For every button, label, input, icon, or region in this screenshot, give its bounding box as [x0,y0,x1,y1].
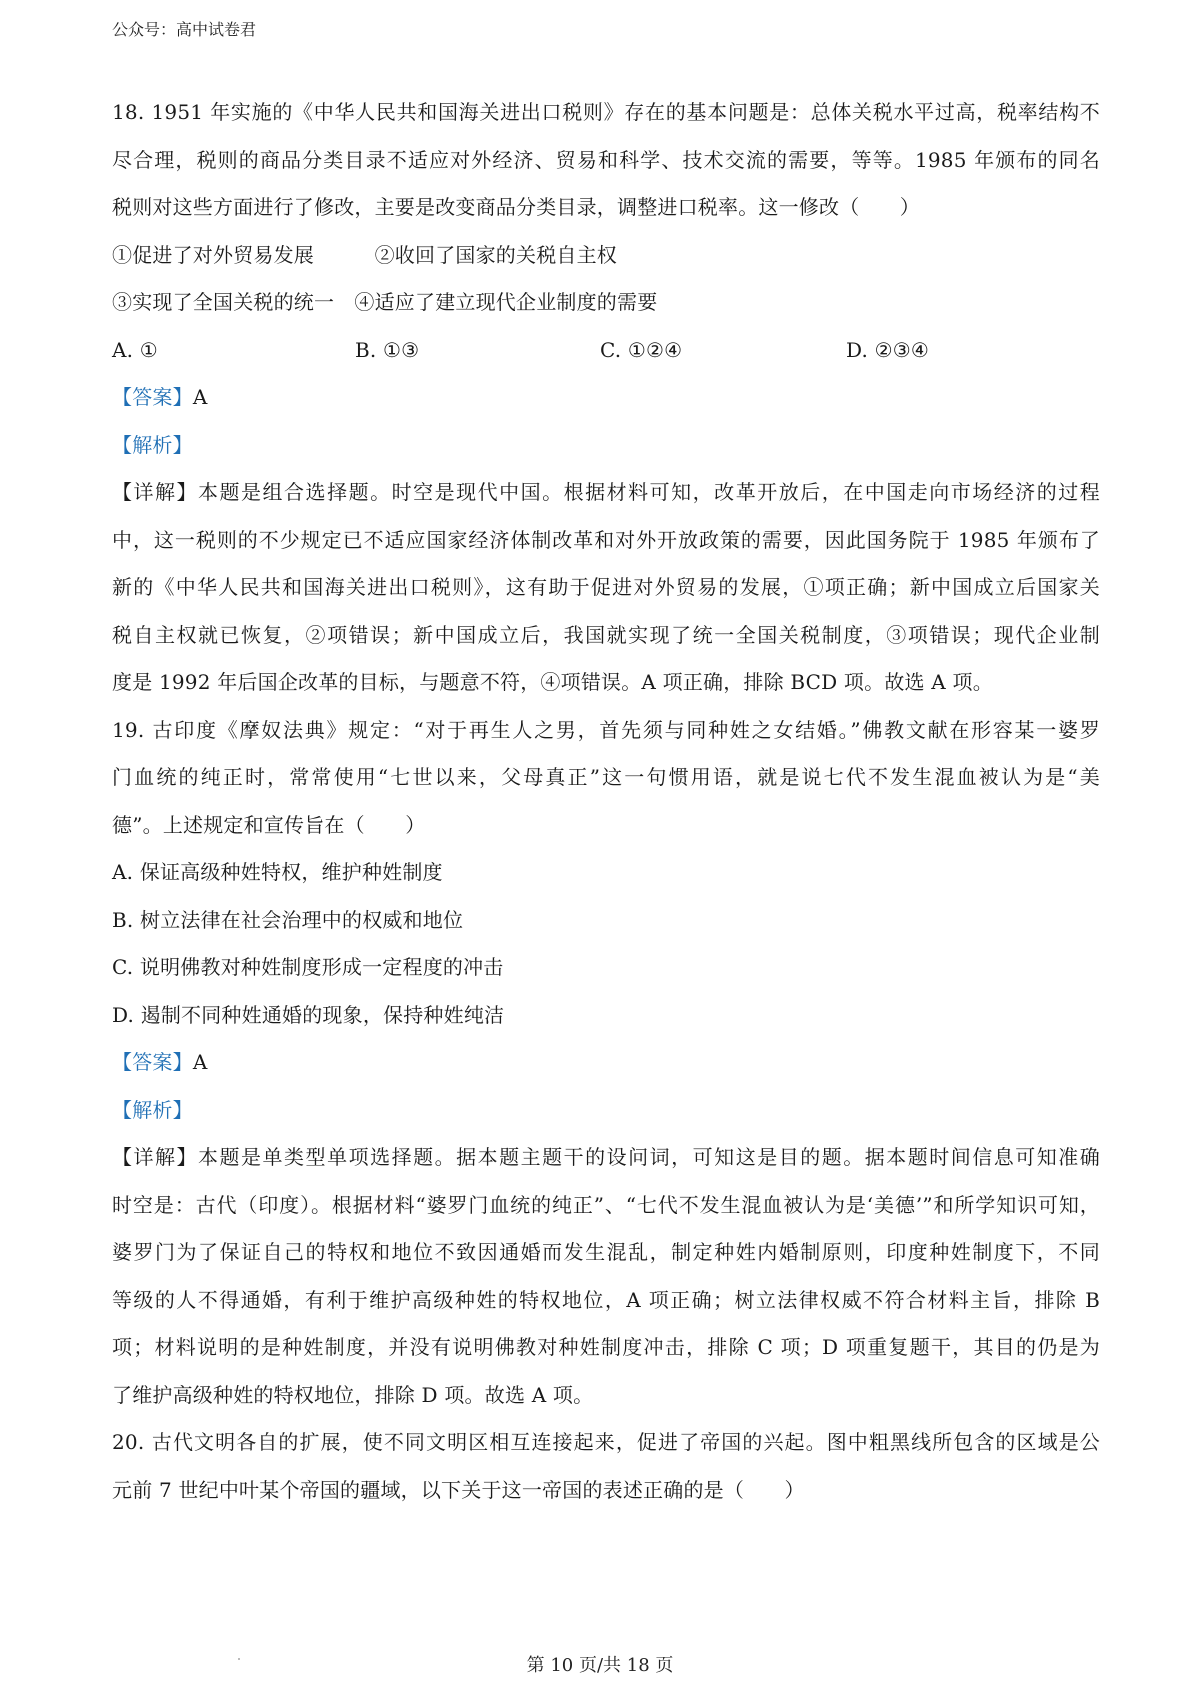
q18-option-c: C. ①②④ [600,337,683,362]
answer-tag: 【答案】 [112,1050,193,1074]
q18-stem-line: 税则对这些方面进行了修改，主要是改变商品分类目录，调整进口税率。这一修改（ ） [112,195,920,219]
q19-detail-line: 了维护高级种姓的特权地位，排除 D 项。故选 A 项。 [112,1382,594,1407]
q19-analysis-tag: 【解析】 [112,1097,193,1122]
q18-option-a: A. ① [112,337,158,362]
q19-option-d: D. 遏制不同种姓通婚的现象，保持种姓纯洁 [112,1002,505,1027]
q18-detail-line: 度是 1992 年后国企改革的目标，与题意不符，④项错误。A 项正确，排除 BCD 项。故选 A 项。 [112,670,993,694]
answer-value: A [192,385,208,409]
q18-stem-line: 18. 1951 年实施的《中华人民共和国海关进出口税则》存在的基本问题是：总体关税水平过高，税率结构不 [112,100,1100,124]
q18-analysis-tag: 【解析】 [112,432,193,457]
q18-answer [112,383,1100,411]
q19-stem-line: 19. 古印度《摩奴法典》规定：“对于再生人之男，首先须与同种姓之女结婚。”佛教文献在形容某一婆罗 [112,717,1100,742]
page-footer: 第 10 页/共 18 页 [526,1655,674,1676]
q19-detail-line: 等级的人不得通婚，有利于维护高级种姓的特权地位，A 项正确；树立法律权威不符合材料主旨，排除 B [112,1287,1100,1312]
q18-options [112,336,1100,364]
q18-detail-line: 新的《中华人民共和国海关进出口税则》，这有助于促进对外贸易的发展，①项正确；新中国成立后国家关 [112,575,1100,599]
q19-option-c: C. 说明佛教对种姓制度形成一定程度的冲击 [112,955,504,979]
q18-detail-line: 中，这一税则的不少规定已不适应国家经济体制改革和对外开放政策的需要，因此国务院于 1985 年颁布了 [112,527,1100,552]
q19-option-b: B. 树立法律在社会治理中的权威和地位 [112,907,464,932]
q19-stem-line: 门血统的纯正时，常常使用“七世以来，父母真正”这一句惯用语，就是说七代不发生混血被认为是“美 [112,765,1100,789]
question-18 [112,98,1100,696]
question-20 [112,1428,1100,1504]
answer-tag: 【答案】 [112,385,193,409]
q18-statement: ③实现了全国关税的统一 ④适应了建立现代企业制度的需要 [112,290,658,314]
question-19 [112,716,1100,1409]
q20-stem-line: 20. 古代文明各自的扩展，使不同文明区相互连接起来，促进了帝国的兴起。图中粗黑线所包含的区域是公 [112,1430,1100,1454]
q19-option-a: A. 保证高级种姓特权，维护种姓制度 [112,860,443,884]
page-header: 公众号：高中试卷君 [112,20,257,39]
q19-stem-line: 德”。上述规定和宣传旨在（ ） [112,812,426,837]
q19-detail-line: 项；材料说明的是种姓制度，并没有说明佛教对种姓制度冲击，排除 C 项；D 项重复题干，其目的仍是为 [112,1335,1100,1359]
answer-value: A [192,1050,208,1074]
q19-detail-line: 时空是：古代（印度）。根据材料“婆罗门血统的纯正”、“七代不发生混血被认为是‘美德’”和所学知识可知， [112,1192,1100,1217]
q19-answer [112,1048,1100,1076]
q18-detail-line: 税自主权就已恢复，②项错误；新中国成立后，我国就实现了统一全国关税制度，③项错误；现代企业制 [112,622,1100,647]
q19-detail-line: 婆罗门为了保证自己的特权和地位不致因通婚而发生混乱，制定种姓内婚制原则，印度种姓制度下，不同 [112,1240,1100,1264]
document-body [112,98,1100,1523]
q18-detail-line: 【详解】本题是组合选择题。时空是现代中国。根据材料可知，改革开放后，在中国走向市场经济的过程 [112,480,1100,504]
q18-stem-line: 尽合理，税则的商品分类目录不适应对外经济、贸易和科学、技术交流的需要，等等。1985 年颁布的同名 [112,147,1100,172]
q20-stem-line: 元前 7 世纪中叶某个帝国的疆域，以下关于这一帝国的表述正确的是（ ） [112,1477,805,1502]
q18-option-b: B. ①③ [355,337,420,362]
q18-option-d: D. ②③④ [846,337,930,362]
q18-statement: ①促进了对外贸易发展 ②收回了国家的关税自主权 [112,242,617,267]
q19-detail-line: 【详解】本题是单类型单项选择题。据本题主题干的设问词，可知这是目的题。据本题时间信息可知准确 [112,1145,1100,1169]
